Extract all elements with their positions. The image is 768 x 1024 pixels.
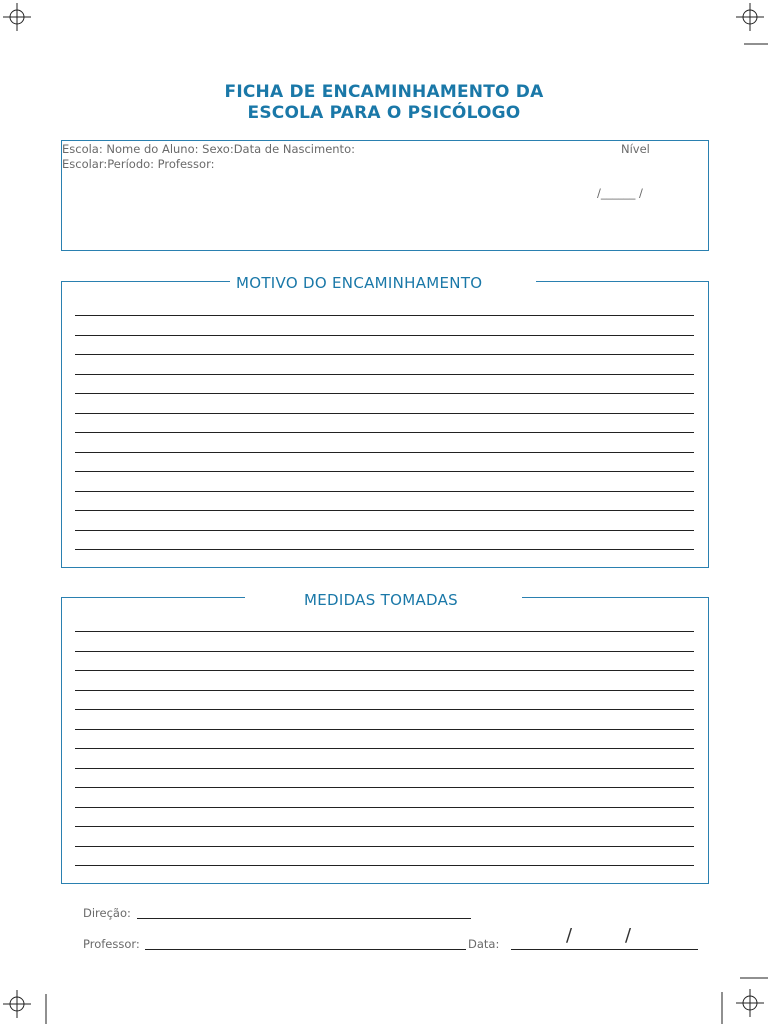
student-info-box xyxy=(61,140,709,251)
registration-mark-icon xyxy=(700,970,768,1024)
writing-line[interactable] xyxy=(75,354,694,355)
writing-line[interactable] xyxy=(75,491,694,492)
registration-mark-icon xyxy=(730,0,768,40)
writing-line[interactable] xyxy=(75,374,694,375)
data-field[interactable] xyxy=(511,949,698,950)
info-line1: Escola: Nome do Aluno: Sexo:Data de Nascimento: xyxy=(62,142,355,156)
writing-line[interactable] xyxy=(75,807,694,808)
writing-line[interactable] xyxy=(75,787,694,788)
writing-line[interactable] xyxy=(75,690,694,691)
direcao-field[interactable] xyxy=(137,918,471,919)
writing-line[interactable] xyxy=(75,748,694,749)
section-title-medidas: MEDIDAS TOMADAS xyxy=(304,591,458,609)
writing-line[interactable] xyxy=(75,865,694,866)
date-slash-2: / xyxy=(625,925,632,946)
writing-line[interactable] xyxy=(75,768,694,769)
date-slash-1: / xyxy=(566,925,573,946)
nivel-label: Nível xyxy=(621,142,650,156)
writing-line[interactable] xyxy=(75,631,694,632)
writing-line[interactable] xyxy=(75,530,694,531)
writing-line[interactable] xyxy=(75,651,694,652)
direcao-label: Direção: xyxy=(83,906,131,920)
data-label: Data: xyxy=(468,937,500,951)
section-title-motivo: MOTIVO DO ENCAMINHAMENTO xyxy=(236,274,483,292)
professor-field[interactable] xyxy=(145,949,466,950)
writing-line[interactable] xyxy=(75,432,694,433)
writing-line[interactable] xyxy=(75,335,694,336)
date-field[interactable]: /______ / xyxy=(597,186,643,200)
writing-line[interactable] xyxy=(75,846,694,847)
registration-mark-icon xyxy=(0,984,60,1024)
writing-line[interactable] xyxy=(75,452,694,453)
writing-line[interactable] xyxy=(75,826,694,827)
info-line2: Escolar:Período: Professor: xyxy=(62,157,215,171)
professor-label: Professor: xyxy=(83,937,140,951)
registration-mark-icon xyxy=(0,0,40,40)
writing-line[interactable] xyxy=(75,549,694,550)
page-title-line1: FICHA DE ENCAMINHAMENTO DA xyxy=(224,82,544,102)
crop-mark-icon xyxy=(740,40,768,48)
writing-line[interactable] xyxy=(75,315,694,316)
medidas-box xyxy=(61,597,709,884)
writing-line[interactable] xyxy=(75,670,694,671)
writing-line[interactable] xyxy=(75,729,694,730)
writing-line[interactable] xyxy=(75,510,694,511)
page-title-line2: ESCOLA PARA O PSICÓLOGO xyxy=(247,103,521,123)
writing-line[interactable] xyxy=(75,709,694,710)
writing-line[interactable] xyxy=(75,393,694,394)
motivo-box xyxy=(61,281,709,568)
writing-line[interactable] xyxy=(75,413,694,414)
writing-line[interactable] xyxy=(75,471,694,472)
